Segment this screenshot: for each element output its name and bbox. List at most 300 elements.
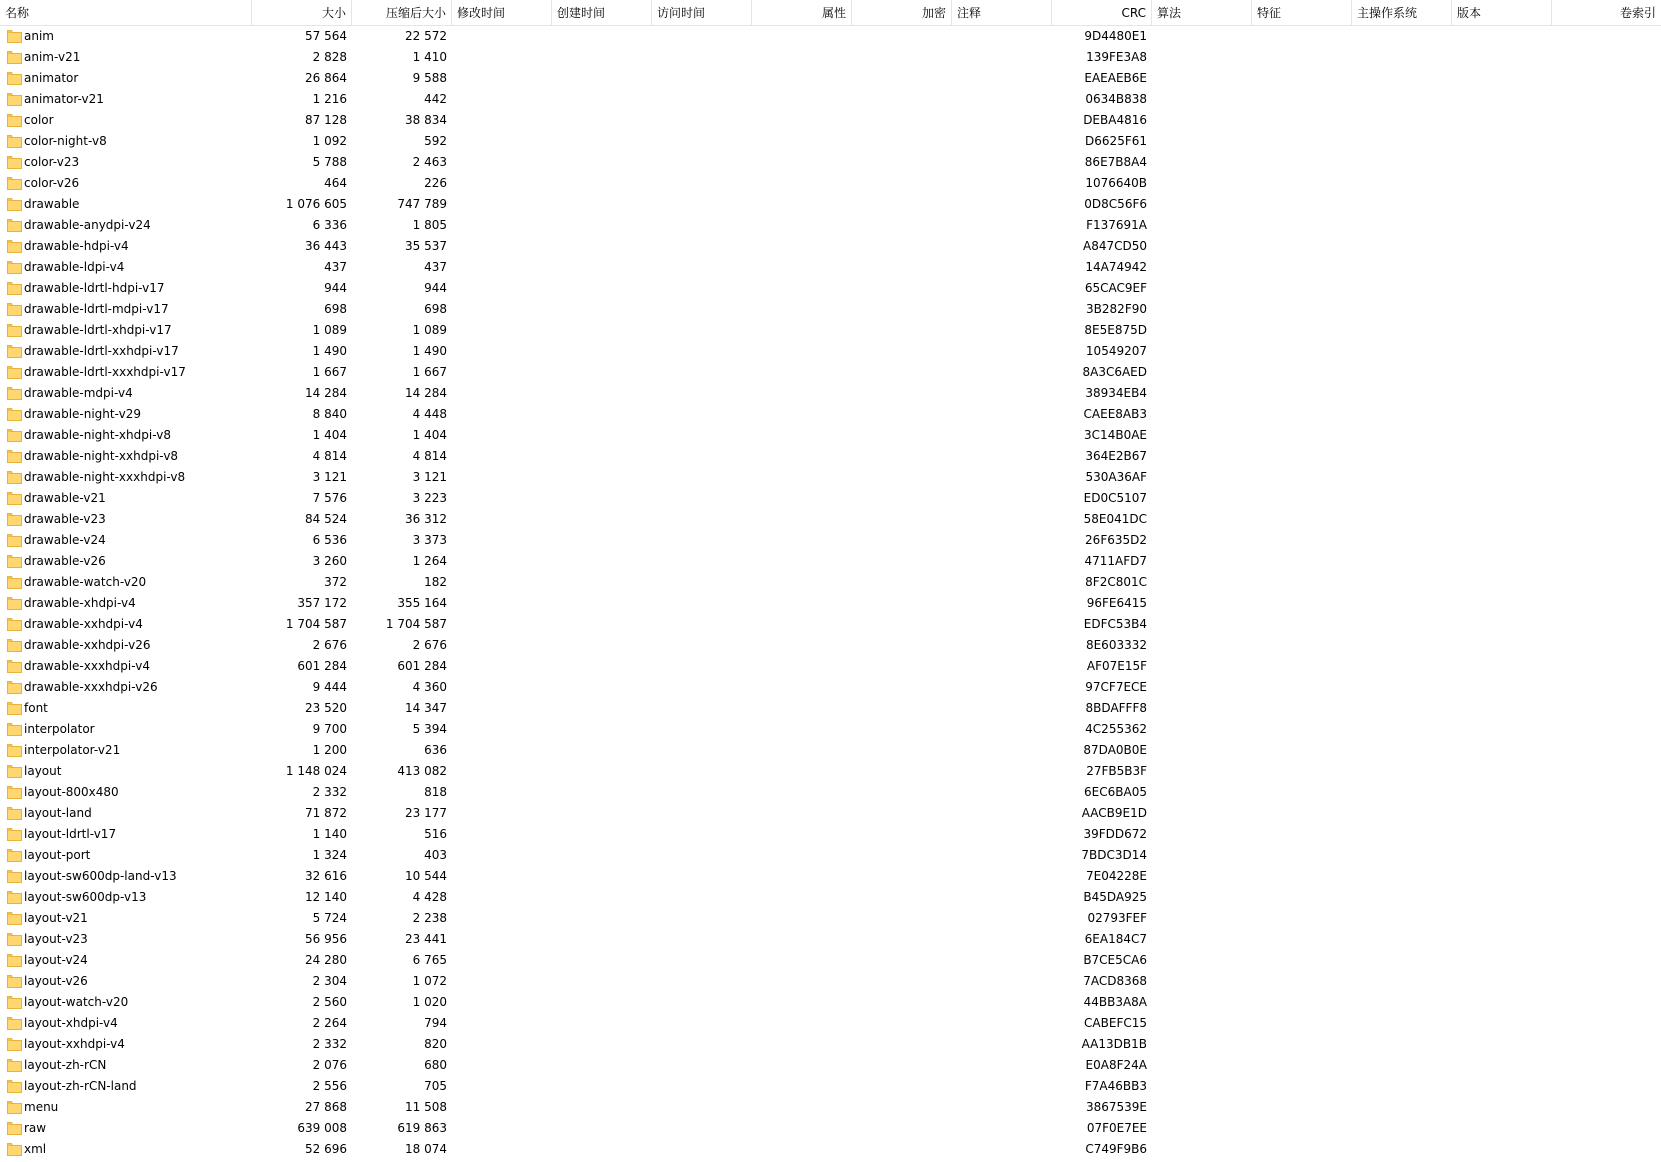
column-header-encrypted[interactable]: 加密	[852, 0, 952, 25]
size-cell: 3 260	[312, 554, 347, 568]
packed-size-cell: 3 121	[412, 470, 447, 484]
size-cell: 56 956	[305, 932, 347, 946]
packed-size-cell: 23 441	[405, 932, 447, 946]
file-name: layout-v24	[24, 953, 88, 967]
folder-icon	[7, 470, 22, 485]
crc-cell: 27FB5B3F	[1086, 764, 1147, 778]
file-row[interactable]	[0, 320, 1661, 341]
crc-cell: 3C14B0AE	[1084, 428, 1147, 442]
file-row[interactable]	[0, 131, 1661, 152]
size-cell: 437	[324, 260, 347, 274]
folder-icon	[7, 323, 22, 338]
name-cell	[7, 824, 247, 845]
name-cell	[7, 89, 247, 110]
file-row[interactable]	[0, 740, 1661, 761]
name-cell	[7, 509, 247, 530]
file-row[interactable]	[0, 215, 1661, 236]
file-name: xml	[24, 1142, 47, 1156]
folder-icon	[7, 911, 22, 926]
folder-icon	[7, 365, 22, 380]
file-row[interactable]	[0, 299, 1661, 320]
folder-icon	[7, 218, 22, 233]
crc-cell: 9D4480E1	[1084, 29, 1147, 43]
packed-size-cell: 35 537	[405, 239, 447, 253]
file-row[interactable]	[0, 950, 1661, 971]
crc-cell: CABEFC15	[1084, 1016, 1147, 1030]
column-header-modified[interactable]: 修改时间	[452, 0, 552, 25]
size-cell: 52 696	[305, 1142, 347, 1156]
name-cell	[7, 362, 247, 383]
file-name: drawable-watch-v20	[24, 575, 147, 589]
packed-size-cell: 11 508	[405, 1100, 447, 1114]
name-cell	[7, 299, 247, 320]
name-cell	[7, 698, 247, 719]
packed-size-cell: 355 164	[397, 596, 447, 610]
folder-icon	[7, 890, 22, 905]
folder-icon	[7, 92, 22, 107]
column-header-version[interactable]: 版本	[1452, 0, 1552, 25]
file-row[interactable]	[0, 509, 1661, 530]
column-header-packed-size[interactable]: 压缩后大小	[352, 0, 452, 25]
size-cell: 944	[324, 281, 347, 295]
folder-icon	[7, 386, 22, 401]
file-name: drawable-xxxhdpi-v4	[24, 659, 150, 673]
crc-cell: 1076640B	[1085, 176, 1147, 190]
file-name: drawable-ldrtl-xxhdpi-v17	[24, 344, 179, 358]
packed-size-cell: 516	[424, 827, 447, 841]
column-header-characteristics[interactable]: 特征	[1252, 0, 1352, 25]
folder-icon	[7, 575, 22, 590]
packed-size-cell: 1 264	[412, 554, 447, 568]
file-name: interpolator-v21	[24, 743, 121, 757]
crc-cell: 87DA0B0E	[1083, 743, 1147, 757]
name-cell	[7, 614, 247, 635]
packed-size-cell: 1 072	[412, 974, 447, 988]
file-name: layout-watch-v20	[24, 995, 129, 1009]
column-header-accessed[interactable]: 访问时间	[652, 0, 752, 25]
crc-cell: F137691A	[1086, 218, 1147, 232]
size-cell: 1 148 024	[285, 764, 347, 778]
name-cell	[7, 530, 247, 551]
file-row[interactable]	[0, 110, 1661, 131]
name-cell	[7, 551, 247, 572]
size-cell: 698	[324, 302, 347, 316]
folder-icon	[7, 407, 22, 422]
crc-cell: F7A46BB3	[1084, 1079, 1147, 1093]
crc-cell: 8E603332	[1085, 638, 1147, 652]
file-name: layout-800x480	[24, 785, 119, 799]
crc-cell: 4711AFD7	[1084, 554, 1147, 568]
file-row[interactable]	[0, 971, 1661, 992]
file-name: drawable-ldrtl-xhdpi-v17	[24, 323, 172, 337]
column-header-attributes[interactable]: 属性	[752, 0, 852, 25]
folder-icon	[7, 533, 22, 548]
name-cell	[7, 236, 247, 257]
folder-icon	[7, 932, 22, 947]
name-cell	[7, 845, 247, 866]
name-cell	[7, 1013, 247, 1034]
crc-cell: 364E2B67	[1085, 449, 1147, 463]
file-row[interactable]	[0, 404, 1661, 425]
file-name: drawable-v26	[24, 554, 106, 568]
crc-cell: 02793FEF	[1087, 911, 1147, 925]
name-cell	[7, 1139, 247, 1160]
packed-size-cell: 1 404	[412, 428, 447, 442]
packed-size-cell: 1 020	[412, 995, 447, 1009]
name-cell	[7, 131, 247, 152]
packed-size-cell: 4 814	[412, 449, 447, 463]
file-row[interactable]	[0, 1076, 1661, 1097]
folder-icon	[7, 869, 22, 884]
file-name: drawable-anydpi-v24	[24, 218, 151, 232]
file-name: drawable-mdpi-v4	[24, 386, 133, 400]
file-row[interactable]	[0, 635, 1661, 656]
file-name: drawable-ldpi-v4	[24, 260, 125, 274]
packed-size-cell: 2 238	[412, 911, 447, 925]
column-header-bar	[0, 0, 1661, 26]
packed-size-cell: 182	[424, 575, 447, 589]
packed-size-cell: 36 312	[405, 512, 447, 526]
folder-icon	[7, 659, 22, 674]
name-cell	[7, 1118, 247, 1139]
size-cell: 372	[324, 575, 347, 589]
folder-icon	[7, 596, 22, 611]
file-name: layout-sw600dp-land-v13	[24, 869, 177, 883]
folder-icon	[7, 29, 22, 44]
folder-icon	[7, 428, 22, 443]
crc-cell: 65CAC9EF	[1084, 281, 1147, 295]
folder-icon	[7, 680, 22, 695]
packed-size-cell: 4 428	[412, 890, 447, 904]
file-rows	[0, 26, 1661, 1160]
crc-cell: 7E04228E	[1086, 869, 1147, 883]
packed-size-cell: 3 373	[412, 533, 447, 547]
folder-icon	[7, 1016, 22, 1031]
size-cell: 2 332	[312, 785, 347, 799]
size-cell: 6 336	[312, 218, 347, 232]
file-name: drawable-night-v29	[24, 407, 141, 421]
packed-size-cell: 1 704 587	[385, 617, 447, 631]
file-row[interactable]	[0, 1055, 1661, 1076]
file-row[interactable]	[0, 236, 1661, 257]
column-header-created[interactable]: 创建时间	[552, 0, 652, 25]
file-row[interactable]	[0, 593, 1661, 614]
file-name: drawable-v24	[24, 533, 106, 547]
crc-cell: B7CE5CA6	[1083, 953, 1147, 967]
file-name: drawable-night-xhdpi-v8	[24, 428, 171, 442]
folder-icon	[7, 743, 22, 758]
crc-cell: 14A74942	[1085, 260, 1147, 274]
file-row[interactable]	[0, 278, 1661, 299]
file-row[interactable]	[0, 173, 1661, 194]
file-row[interactable]	[0, 194, 1661, 215]
folder-icon	[7, 113, 22, 128]
file-name: layout-ldrtl-v17	[24, 827, 117, 841]
size-cell: 2 304	[312, 974, 347, 988]
folder-icon	[7, 1121, 22, 1136]
name-cell	[7, 908, 247, 929]
file-row[interactable]	[0, 257, 1661, 278]
crc-cell: CAEE8AB3	[1083, 407, 1147, 421]
packed-size-cell: 944	[424, 281, 447, 295]
file-row[interactable]	[0, 341, 1661, 362]
name-cell	[7, 47, 247, 68]
folder-icon	[7, 491, 22, 506]
file-row[interactable]	[0, 47, 1661, 68]
file-name: layout-xxhdpi-v4	[24, 1037, 125, 1051]
folder-icon	[7, 1058, 22, 1073]
packed-size-cell: 619 863	[397, 1121, 447, 1135]
size-cell: 639 008	[297, 1121, 347, 1135]
name-cell	[7, 383, 247, 404]
folder-icon	[7, 827, 22, 842]
file-row[interactable]	[0, 1097, 1661, 1118]
file-name: layout-port	[24, 848, 91, 862]
file-row[interactable]	[0, 803, 1661, 824]
file-name: layout-zh-rCN-land	[24, 1079, 137, 1093]
packed-size-cell: 1 089	[412, 323, 447, 337]
name-cell	[7, 320, 247, 341]
name-cell	[7, 194, 247, 215]
file-row[interactable]	[0, 383, 1661, 404]
file-name: anim	[24, 29, 54, 43]
column-header-method[interactable]: 算法	[1152, 0, 1252, 25]
name-cell	[7, 677, 247, 698]
crc-cell: 39FDD672	[1083, 827, 1147, 841]
file-name: drawable-xxxhdpi-v26	[24, 680, 158, 694]
file-row[interactable]	[0, 362, 1661, 383]
file-row[interactable]	[0, 26, 1661, 47]
crc-cell: DEBA4816	[1083, 113, 1147, 127]
file-name: drawable-hdpi-v4	[24, 239, 129, 253]
file-name: drawable-ldrtl-mdpi-v17	[24, 302, 169, 316]
crc-cell: 3867539E	[1085, 1100, 1147, 1114]
column-header-host-os[interactable]: 主操作系统	[1352, 0, 1452, 25]
name-cell	[7, 110, 247, 131]
crc-cell: 0D8C56F6	[1084, 197, 1147, 211]
size-cell: 464	[324, 176, 347, 190]
folder-icon	[7, 995, 22, 1010]
file-name: color-night-v8	[24, 134, 107, 148]
size-cell: 1 200	[312, 743, 347, 757]
crc-cell: 4C255362	[1085, 722, 1147, 736]
file-row[interactable]	[0, 488, 1661, 509]
size-cell: 23 520	[305, 701, 347, 715]
size-cell: 1 140	[312, 827, 347, 841]
file-row[interactable]	[0, 1034, 1661, 1055]
file-row[interactable]	[0, 719, 1661, 740]
folder-icon	[7, 1079, 22, 1094]
size-cell: 1 704 587	[285, 617, 347, 631]
file-name: drawable-night-xxxhdpi-v8	[24, 470, 186, 484]
folder-icon	[7, 785, 22, 800]
folder-icon	[7, 302, 22, 317]
packed-size-cell: 226	[424, 176, 447, 190]
name-cell	[7, 656, 247, 677]
file-row[interactable]	[0, 656, 1661, 677]
folder-icon	[7, 617, 22, 632]
packed-size-cell: 14 347	[405, 701, 447, 715]
file-row[interactable]	[0, 845, 1661, 866]
packed-size-cell: 18 074	[405, 1142, 447, 1156]
packed-size-cell: 23 177	[405, 806, 447, 820]
file-row[interactable]	[0, 698, 1661, 719]
file-row[interactable]	[0, 530, 1661, 551]
size-cell: 2 332	[312, 1037, 347, 1051]
file-name: font	[24, 701, 48, 715]
file-row[interactable]	[0, 446, 1661, 467]
folder-icon	[7, 197, 22, 212]
file-name: color-v23	[24, 155, 80, 169]
crc-cell: AACB9E1D	[1081, 806, 1147, 820]
folder-icon	[7, 638, 22, 653]
file-name: menu	[24, 1100, 59, 1114]
file-row[interactable]	[0, 1118, 1661, 1139]
crc-cell: 8F2C801C	[1085, 575, 1147, 589]
crc-cell: 97CF7ECE	[1085, 680, 1147, 694]
crc-cell: 7ACD8368	[1083, 974, 1147, 988]
packed-size-cell: 818	[424, 785, 447, 799]
size-cell: 36 443	[305, 239, 347, 253]
file-row[interactable]	[0, 677, 1661, 698]
file-name: anim-v21	[24, 50, 81, 64]
packed-size-cell: 413 082	[397, 764, 447, 778]
packed-size-cell: 680	[424, 1058, 447, 1072]
size-cell: 87 128	[305, 113, 347, 127]
name-cell	[7, 152, 247, 173]
file-name: drawable-v23	[24, 512, 106, 526]
crc-cell: 8E5E875D	[1084, 323, 1147, 337]
name-cell	[7, 866, 247, 887]
folder-icon	[7, 722, 22, 737]
file-row[interactable]	[0, 89, 1661, 110]
packed-size-cell: 794	[424, 1016, 447, 1030]
size-cell: 9 444	[312, 680, 347, 694]
crc-cell: AA13DB1B	[1081, 1037, 1147, 1051]
name-cell	[7, 278, 247, 299]
packed-size-cell: 601 284	[397, 659, 447, 673]
file-row[interactable]	[0, 68, 1661, 89]
name-cell	[7, 950, 247, 971]
name-cell	[7, 971, 247, 992]
file-row[interactable]	[0, 614, 1661, 635]
file-name: drawable-xhdpi-v4	[24, 596, 136, 610]
file-row[interactable]	[0, 572, 1661, 593]
folder-icon	[7, 953, 22, 968]
name-cell	[7, 1034, 247, 1055]
folder-icon	[7, 512, 22, 527]
file-row[interactable]	[0, 866, 1661, 887]
name-cell	[7, 572, 247, 593]
size-cell: 4 814	[312, 449, 347, 463]
packed-size-cell: 698	[424, 302, 447, 316]
file-row[interactable]	[0, 824, 1661, 845]
size-cell: 1 324	[312, 848, 347, 862]
crc-cell: E0A8F24A	[1085, 1058, 1147, 1072]
size-cell: 357 172	[297, 596, 347, 610]
file-row[interactable]	[0, 551, 1661, 572]
size-cell: 2 076	[312, 1058, 347, 1072]
file-name: layout-zh-rCN	[24, 1058, 107, 1072]
folder-icon	[7, 1142, 22, 1157]
file-name: layout-land	[24, 806, 92, 820]
packed-size-cell: 403	[424, 848, 447, 862]
crc-cell: 139FE3A8	[1086, 50, 1147, 64]
crc-cell: 10549207	[1085, 344, 1147, 358]
packed-size-cell: 22 572	[405, 29, 447, 43]
name-cell	[7, 635, 247, 656]
packed-size-cell: 3 223	[412, 491, 447, 505]
name-cell	[7, 68, 247, 89]
file-name: color-v26	[24, 176, 80, 190]
file-row[interactable]	[0, 761, 1661, 782]
name-cell	[7, 992, 247, 1013]
file-name: layout	[24, 764, 62, 778]
name-cell	[7, 257, 247, 278]
size-cell: 26 864	[305, 71, 347, 85]
name-cell	[7, 173, 247, 194]
folder-icon	[7, 701, 22, 716]
column-header-name[interactable]: 名称	[0, 0, 252, 25]
size-cell: 71 872	[305, 806, 347, 820]
name-cell	[7, 887, 247, 908]
size-cell: 1 216	[312, 92, 347, 106]
size-cell: 9 700	[312, 722, 347, 736]
name-cell	[7, 719, 247, 740]
file-name: animator-v21	[24, 92, 104, 106]
size-cell: 32 616	[305, 869, 347, 883]
file-row[interactable]	[0, 782, 1661, 803]
size-cell: 14 284	[305, 386, 347, 400]
packed-size-cell: 5 394	[412, 722, 447, 736]
file-name: interpolator	[24, 722, 95, 736]
crc-cell: 26F635D2	[1085, 533, 1147, 547]
file-name: animator	[24, 71, 79, 85]
packed-size-cell: 1 490	[412, 344, 447, 358]
file-row[interactable]	[0, 929, 1661, 950]
packed-size-cell: 747 789	[397, 197, 447, 211]
file-row[interactable]	[0, 887, 1661, 908]
file-row[interactable]	[0, 425, 1661, 446]
packed-size-cell: 14 284	[405, 386, 447, 400]
file-name: color	[24, 113, 54, 127]
column-header-crc[interactable]: CRC	[1052, 0, 1152, 25]
size-cell: 24 280	[305, 953, 347, 967]
file-row[interactable]	[0, 1139, 1661, 1160]
size-cell: 1 667	[312, 365, 347, 379]
folder-icon	[7, 1037, 22, 1052]
size-cell: 6 536	[312, 533, 347, 547]
packed-size-cell: 6 765	[412, 953, 447, 967]
crc-cell: 3B282F90	[1086, 302, 1147, 316]
size-cell: 1 076 605	[285, 197, 347, 211]
column-header-volume-index[interactable]: 卷索引	[1619, 6, 1656, 20]
column-header-comment[interactable]: 注释	[952, 0, 1052, 25]
file-row[interactable]	[0, 992, 1661, 1013]
folder-icon	[7, 260, 22, 275]
size-cell: 2 560	[312, 995, 347, 1009]
file-row[interactable]	[0, 908, 1661, 929]
packed-size-cell: 592	[424, 134, 447, 148]
folder-icon	[7, 1100, 22, 1115]
file-row[interactable]	[0, 1013, 1661, 1034]
file-row[interactable]	[0, 152, 1661, 173]
name-cell	[7, 761, 247, 782]
name-cell	[7, 1055, 247, 1076]
file-row[interactable]	[0, 467, 1661, 488]
column-header-size[interactable]: 大小	[252, 0, 352, 25]
size-cell: 8 840	[312, 407, 347, 421]
